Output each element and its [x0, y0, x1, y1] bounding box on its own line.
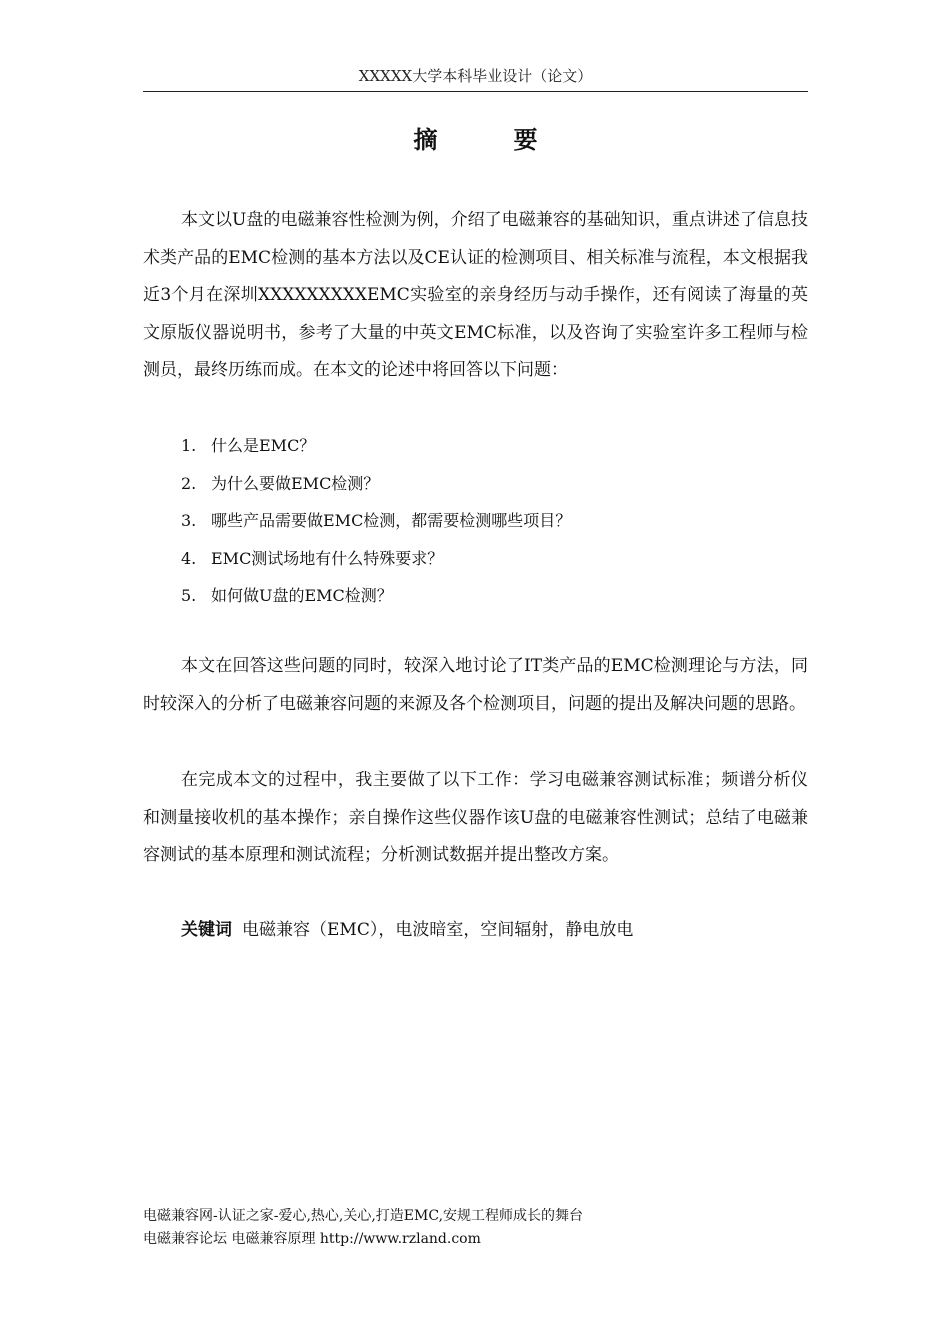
question-number: 4.: [181, 548, 197, 568]
question-number: 2.: [181, 473, 197, 493]
question-number: 1.: [181, 436, 197, 455]
page-header: XXXXX大学本科毕业设计（论文）: [143, 64, 808, 92]
abstract-intro-paragraph: 本文以U盘的电磁兼容性检测为例，介绍了电磁兼容的基础知识，重点讲述了信息技术类产品的EMC检测的基本方法以及CE认证的检测项目、相关标准与流程，本文根据我近3个月在深圳XXXXXXXXXEMC实验室的亲身经历与动手操作，还有阅读了海量的英文原版仪器说明书，参考了大量的中英文EMC标准，以及咨询了实验室许多工程师与检测员，最终历练而成。在本文的论述中将回答以下问题：: [143, 210, 808, 380]
question-text: 如何做U盘的EMC检测？: [211, 586, 393, 605]
question-item: [181, 465, 781, 503]
question-list: [181, 427, 781, 615]
abstract-title: 摘 要: [413, 126, 564, 154]
question-item: [181, 427, 781, 465]
question-text: 哪些产品需要做EMC检测，都需要检测哪些项目？: [211, 511, 572, 530]
question-item: [181, 540, 781, 578]
footer-line-2: 电磁兼容论坛 电磁兼容原理 http://www.rzland.com: [143, 1231, 481, 1247]
keywords-label: 关键词: [181, 920, 232, 940]
abstract-work-paragraph: 在完成本文的过程中，我主要做了以下工作：学习电磁兼容测试标准；频谱分析仪和测量接收机的基本操作；亲自操作这些仪器作该U盘的电磁兼容性测试；总结了电磁兼容测试的基本原理和测试流程；分析测试数据并提出整改方案。: [143, 770, 808, 865]
question-item: [181, 577, 781, 615]
question-item: [181, 502, 781, 540]
page-footer: [143, 1205, 583, 1251]
question-number: 3.: [181, 511, 197, 530]
question-text: 什么是EMC？: [211, 436, 316, 455]
keywords-line: [181, 912, 633, 949]
footer-line-1: 电磁兼容网-认证之家-爱心,热心,关心,打造EMC,安规工程师成长的舞台: [143, 1208, 584, 1224]
question-number: 5.: [181, 586, 197, 605]
question-text: EMC测试场地有什么特殊要求？: [211, 548, 444, 568]
question-text: 为什么要做EMC检测？: [211, 473, 380, 493]
abstract-discussion-paragraph: 本文在回答这些问题的同时，较深入地讨论了IT类产品的EMC检测理论与方法，同时较深入的分析了电磁兼容问题的来源及各个检测项目，问题的提出及解决问题的思路。: [143, 656, 808, 714]
keywords-value: 电磁兼容（EMC），电波暗室，空间辐射，静电放电: [242, 920, 634, 940]
